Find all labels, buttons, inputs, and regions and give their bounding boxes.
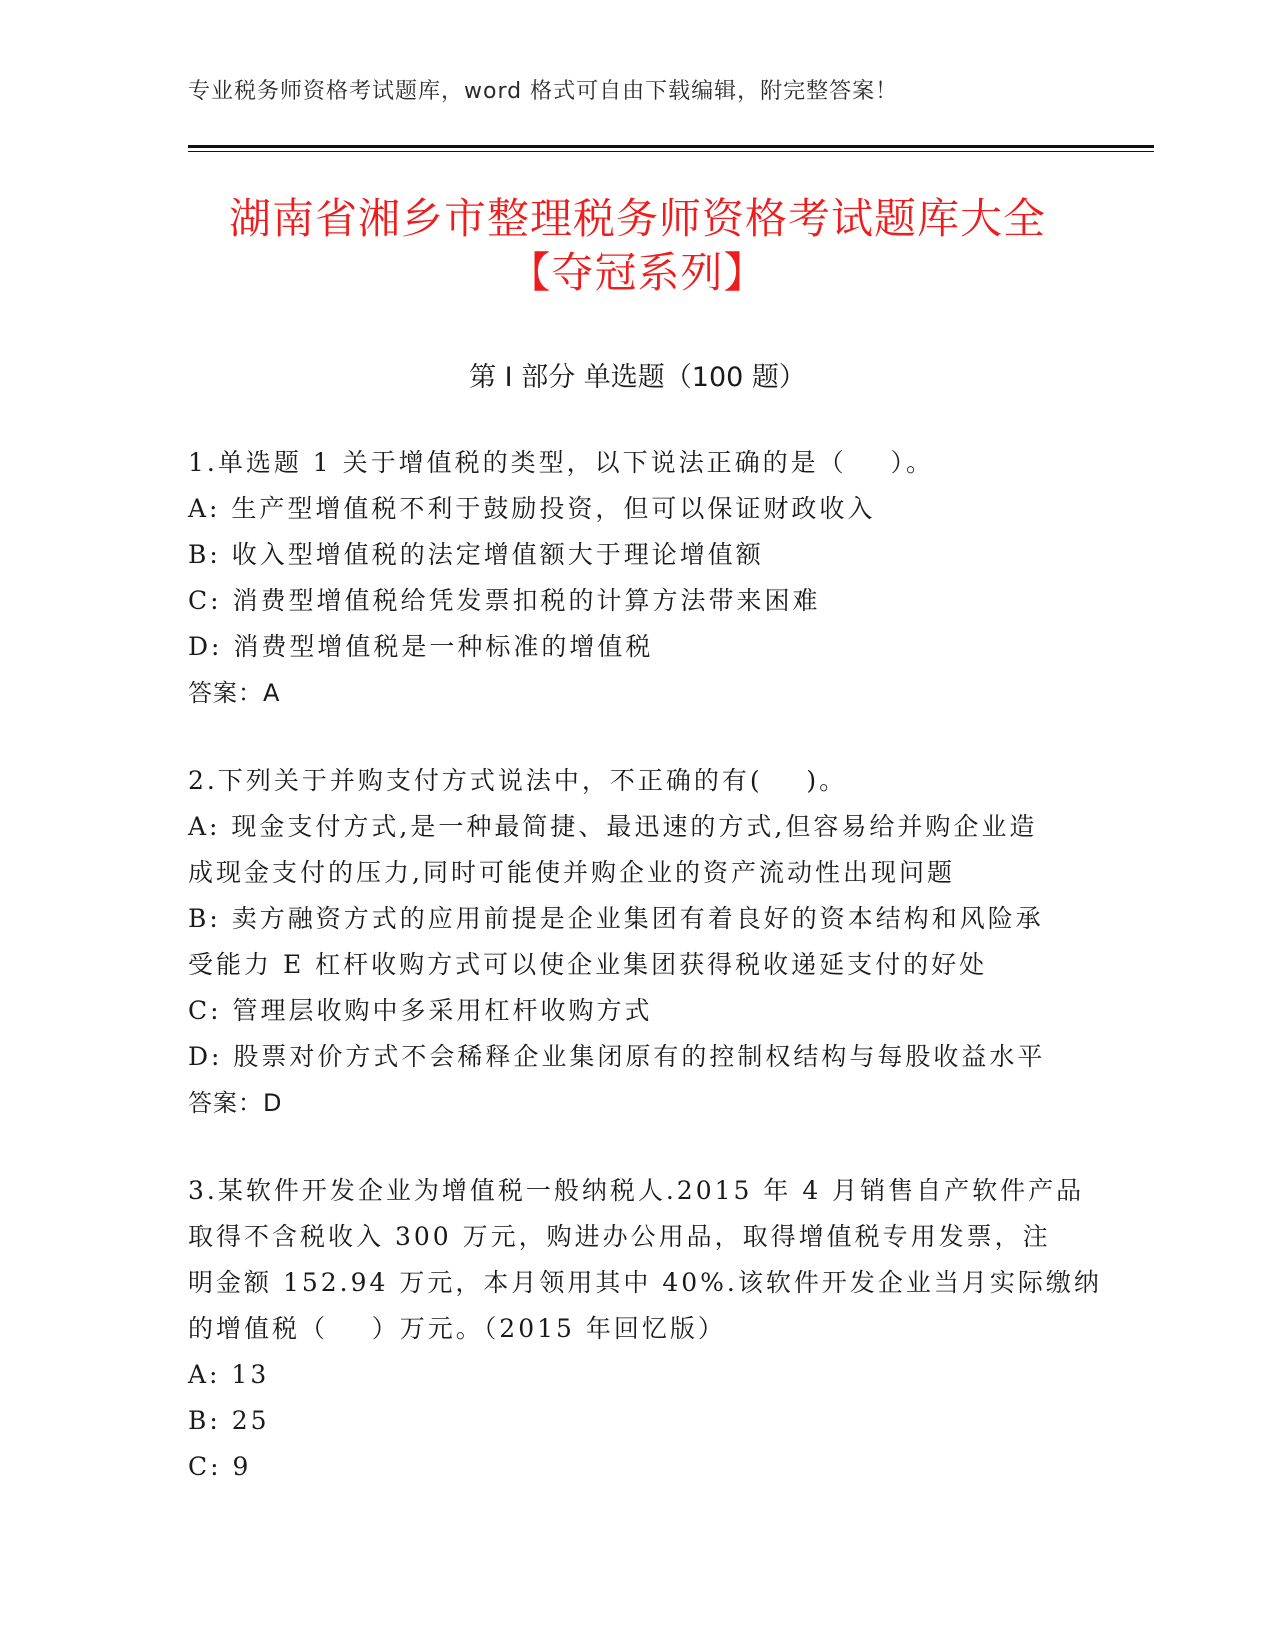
- question-list: [188, 440, 1108, 1532]
- question-2-option-c: C: 管理层收购中多采用杠杆收购方式: [188, 996, 653, 1025]
- document-title: [150, 192, 1125, 300]
- question-3: [188, 1168, 1108, 1490]
- question-1: [188, 440, 1108, 716]
- question-3-option-a: A: 13: [188, 1360, 270, 1389]
- question-1-answer: 答案：A: [188, 679, 281, 707]
- question-2-option-b: B: 卖方融资方式的应用前提是企业集团有着良好的资本结构和风险承: [188, 904, 1044, 933]
- question-2-option-b-cont: 受能力 E 杠杆收购方式可以使企业集团获得税收递延支付的好处: [188, 950, 988, 979]
- question-2-option-a-cont: 成现金支付的压力,同时可能使并购企业的资产流动性出现问题: [188, 858, 955, 887]
- question-3-stem-2: 取得不含税收入 300 万元，购进办公用品，取得增值税专用发票，注: [188, 1222, 1051, 1251]
- question-1-stem: 1.单选题 1 关于增值税的类型，以下说法正确的是（ ）。: [188, 448, 934, 477]
- header-rule-thick: [188, 145, 1154, 148]
- document-title-line-1: 湖南省湘乡市整理税务师资格考试题库大全: [228, 194, 1046, 243]
- question-3-option-c: C: 9: [188, 1452, 252, 1481]
- header-rule-thin: [188, 151, 1154, 152]
- question-1-option-b: B: 收入型增值税的法定增值额大于理论增值额: [188, 540, 764, 569]
- document-title-line-2: 【夺冠系列】: [508, 248, 767, 297]
- header-note: 专业税务师资格考试题库，word 格式可自由下载编辑，附完整答案！: [188, 79, 899, 104]
- question-3-stem-3: 明金额 152.94 万元，本月领用其中 40%.该软件开发企业当月实际缴纳: [188, 1268, 1102, 1297]
- question-2-stem: 2.下列关于并购支付方式说法中，不正确的有( )。: [188, 766, 848, 795]
- question-1-option-d: D: 消费型增值税是一种标准的增值税: [188, 632, 654, 661]
- question-3-option-b: B: 25: [188, 1406, 270, 1435]
- question-3-stem-4: 的增值税（ ）万元。（2015 年回忆版）: [188, 1314, 726, 1343]
- question-2-answer: 答案：D: [188, 1089, 283, 1117]
- question-1-option-c: C: 消费型增值税给凭发票扣税的计算方法带来困难: [188, 586, 821, 615]
- question-3-stem-1: 3.某软件开发企业为增值税一般纳税人.2015 年 4 月销售自产软件产品: [188, 1176, 1085, 1205]
- question-2: [188, 758, 1108, 1126]
- question-2-option-a: A: 现金支付方式,是一种最简捷、最迅速的方式,但容易给并购企业造: [188, 812, 1038, 841]
- question-1-option-a: A: 生产型增值税不利于鼓励投资，但可以保证财政收入: [188, 494, 876, 523]
- question-2-option-d: D: 股票对价方式不会稀释企业集闭原有的控制权结构与每股收益水平: [188, 1042, 1046, 1071]
- section-title: 第 I 部分 单选题（100 题）: [469, 362, 806, 393]
